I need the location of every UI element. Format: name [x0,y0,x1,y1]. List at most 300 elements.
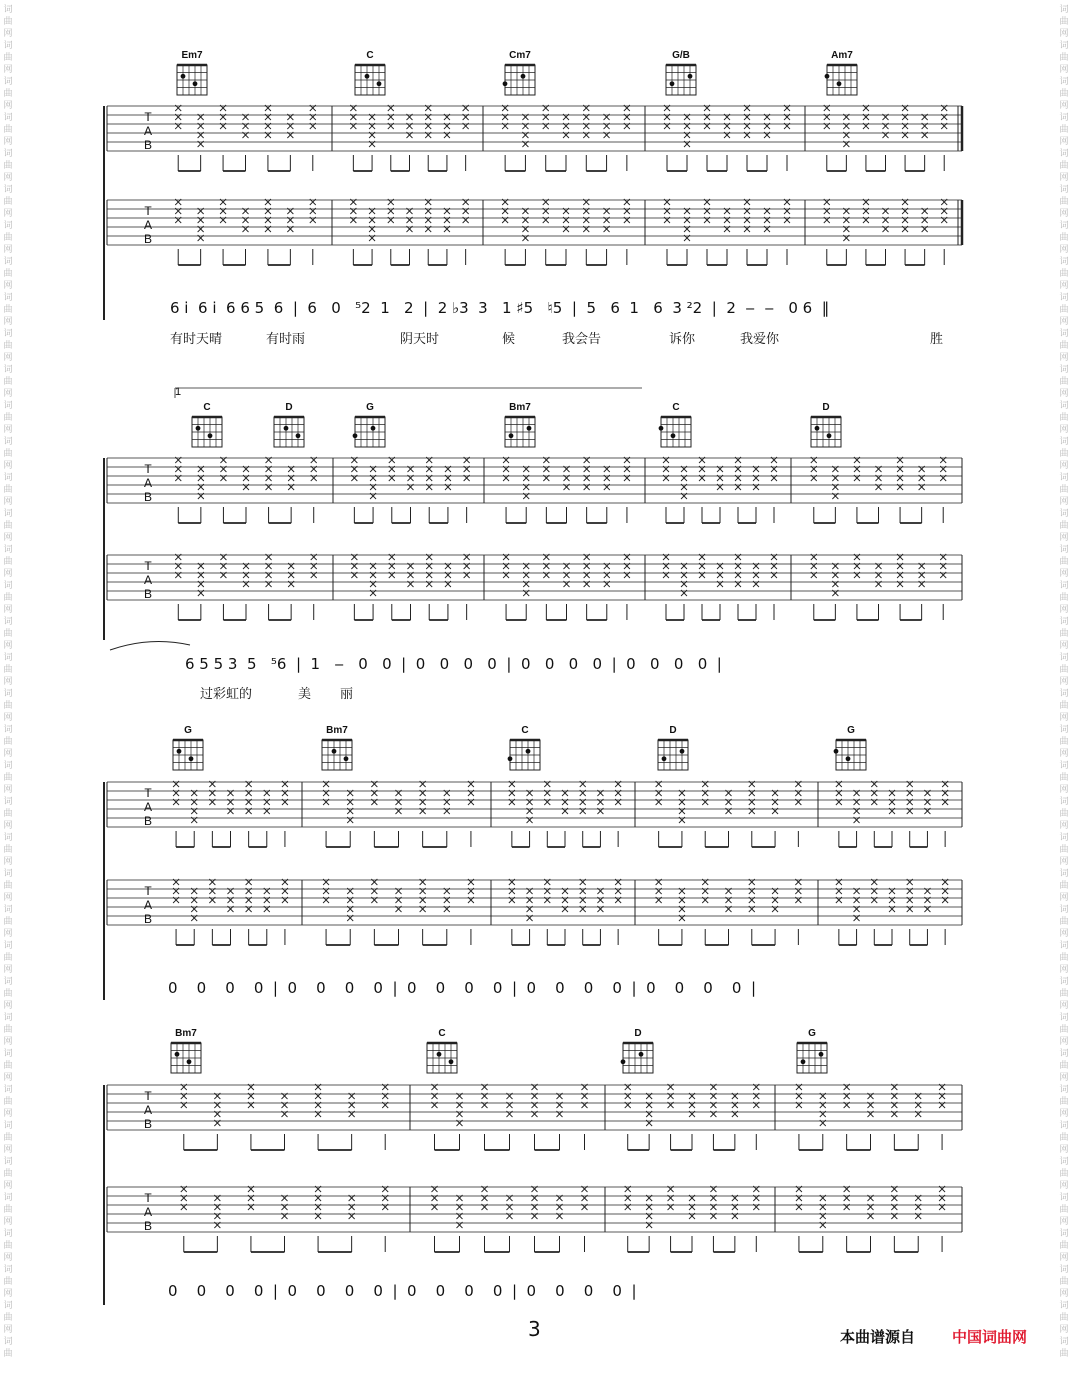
chord-name: D [634,1028,642,1039]
watermark-char: 网 [3,208,13,218]
watermark-char: 曲 [1059,1024,1069,1034]
tab-clef-letter: B [143,587,153,601]
watermark-char: 曲 [1059,124,1069,134]
watermark-char: 词 [1059,472,1069,482]
lyric-1-8: 胜 [930,332,944,347]
chord-finger-dot [671,433,676,438]
watermark-char: 词 [3,364,13,374]
notation-line-3: 0 0 0 0 | 0 0 0 0 | 0 0 0 0 | 0 0 0 0 | 0 0 0 0 | [168,979,757,997]
watermark-char: 曲 [3,592,13,602]
watermark-char: 曲 [1059,808,1069,818]
watermark-char: 网 [3,388,13,398]
chord-finger-dot [688,74,693,79]
tab-clef-letter: B [143,912,153,926]
tab-clef-letter: T [144,1191,152,1205]
watermark-char: 词 [1059,652,1069,662]
watermark-char: 网 [1059,964,1069,974]
watermark-char: 网 [3,460,13,470]
chord-name: C [438,1028,446,1039]
watermark-char: 词 [3,1156,13,1166]
watermark-char: 曲 [3,1204,13,1214]
watermark-char: 词 [1059,436,1069,446]
watermark-char: 曲 [3,916,13,926]
watermark-char: 网 [3,64,13,74]
chord-finger-dot [527,426,532,431]
watermark-char: 网 [1059,640,1069,650]
watermark-char: 曲 [3,880,13,890]
chord-finger-dot [365,74,370,79]
watermark-char: 词 [1059,328,1069,338]
watermark-char: 曲 [3,340,13,350]
chord-name: G/B [672,50,690,61]
watermark-char: 曲 [3,160,13,170]
chord-finger-dot [377,81,382,86]
chord-finger-dot [825,74,830,79]
watermark-char: 曲 [1059,988,1069,998]
tab-clef-letter: B [143,1219,153,1233]
chord-name: G [366,402,374,413]
chord-finger-dot [332,749,337,754]
watermark-char: 曲 [3,772,13,782]
watermark-char: 词 [3,148,13,158]
watermark-char: 网 [3,280,13,290]
watermark-char: 曲 [3,304,13,314]
lyric-2-2: 美 [298,687,312,702]
watermark-char: 词 [1059,1336,1069,1346]
watermark-char: 网 [3,136,13,146]
lyric-1-3: 阴天时 [400,332,440,347]
tab-clef-letter: A [143,898,153,912]
watermark-char: 曲 [1059,304,1069,314]
chord-finger-dot [284,426,289,431]
watermark-char: 曲 [1059,376,1069,386]
chord-finger-dot [437,1052,442,1057]
watermark-char: 词 [3,1048,13,1058]
watermark-char: 词 [3,436,13,446]
watermark-char: 网 [3,1144,13,1154]
chord-finger-dot [449,1059,454,1064]
watermark-char: 曲 [1059,1204,1069,1214]
watermark-char: 词 [3,760,13,770]
watermark-char: 网 [1059,352,1069,362]
tab-clef-letter: T [144,204,152,218]
tab-clef-letter: A [143,476,153,490]
watermark-char: 曲 [3,1348,13,1358]
watermark-char: 网 [3,1036,13,1046]
watermark-char: 曲 [1059,844,1069,854]
chord-name: C [672,402,680,413]
watermark-char: 曲 [3,700,13,710]
tab-clef-letter: A [143,218,153,232]
watermark-char: 网 [1059,136,1069,146]
lyric-1-5: 我会告 [562,332,602,347]
watermark-char: 词 [3,1228,13,1238]
chord-name: Am7 [831,50,853,61]
watermark-char: 词 [1059,220,1069,230]
chord-finger-dot [193,81,198,86]
watermark-char: 曲 [3,1132,13,1142]
watermark-char: 词 [3,1192,13,1202]
watermark-char: 词 [1059,1228,1069,1238]
watermark-char: 网 [3,1180,13,1190]
watermark-char: 曲 [3,628,13,638]
chord-finger-dot [521,74,526,79]
watermark-char: 网 [3,1288,13,1298]
watermark-char: 词 [1059,868,1069,878]
watermark-char: 曲 [3,1024,13,1034]
watermark-char: 网 [1059,244,1069,254]
watermark-char: 网 [3,172,13,182]
tab-clef-letter: B [143,490,153,504]
watermark-char: 词 [1059,1156,1069,1166]
watermark-char: 网 [1059,1144,1069,1154]
watermark-char: 词 [3,1084,13,1094]
watermark-char: 曲 [3,376,13,386]
watermark-char: 曲 [1059,1060,1069,1070]
chord-finger-dot [827,433,832,438]
watermark-char: 网 [1059,928,1069,938]
watermark-char: 网 [3,640,13,650]
watermark-char: 曲 [3,1060,13,1070]
watermark-char: 网 [3,424,13,434]
chord-name: C [203,402,211,413]
watermark-char: 曲 [3,412,13,422]
watermark-char: 网 [3,856,13,866]
watermark-char: 网 [3,100,13,110]
watermark-char: 曲 [3,196,13,206]
watermark-char: 词 [3,940,13,950]
watermark-char: 曲 [1059,952,1069,962]
watermark-char: 词 [3,112,13,122]
watermark-char: 词 [3,904,13,914]
watermark-char: 网 [1059,892,1069,902]
watermark-char: 词 [1059,148,1069,158]
lyric-1-1: 有时天晴 [170,332,223,347]
watermark-char: 词 [1059,1012,1069,1022]
watermark-char: 网 [1059,460,1069,470]
watermark-char: 词 [3,4,13,14]
volta-label: 1 [175,386,182,398]
watermark-char: 词 [3,976,13,986]
watermark-char: 曲 [1059,160,1069,170]
watermark-char: 词 [1059,292,1069,302]
watermark-char: 曲 [1059,1240,1069,1250]
watermark-char: 曲 [1059,412,1069,422]
watermark-char: 网 [1059,1288,1069,1298]
watermark-char: 曲 [3,52,13,62]
chord-finger-dot [196,426,201,431]
watermark-char: 词 [1059,724,1069,734]
tab-clef-letter: A [143,1205,153,1219]
watermark-char: 网 [3,568,13,578]
watermark-char: 网 [1059,568,1069,578]
source-label: 本曲谱源自 [840,1328,916,1346]
watermark-char: 词 [1059,4,1069,14]
watermark-char: 词 [3,1264,13,1274]
tab-clef-letter: T [144,110,152,124]
watermark-char: 网 [1059,1108,1069,1118]
watermark-char: 词 [1059,400,1069,410]
watermark-char: 曲 [3,664,13,674]
watermark-char: 网 [1059,784,1069,794]
chord-finger-dot [344,756,349,761]
watermark-char: 曲 [1059,916,1069,926]
watermark-char: 词 [1059,1192,1069,1202]
chord-name: C [521,725,529,736]
watermark-char: 词 [3,544,13,554]
lyric-1-4: 候 [502,332,516,347]
chord-finger-dot [503,81,508,86]
watermark-char: 网 [1059,748,1069,758]
watermark-char: 曲 [1059,628,1069,638]
tab-clef-letter: T [144,1089,152,1103]
watermark-char: 网 [1059,1216,1069,1226]
watermark-char: 网 [3,1252,13,1262]
watermark-char: 曲 [1059,556,1069,566]
chord-name: Bm7 [175,1028,197,1039]
watermark-char: 网 [3,784,13,794]
chord-name: Em7 [181,50,203,61]
watermark-char: 网 [1059,532,1069,542]
watermark-char: 词 [1059,904,1069,914]
watermark-char: 词 [1059,544,1069,554]
source-site-link[interactable]: 中国词曲网 [952,1328,1028,1346]
chord-finger-dot [815,426,820,431]
watermark-char: 词 [3,220,13,230]
watermark-char: 词 [1059,832,1069,842]
watermark-char: 网 [1059,100,1069,110]
watermark-char: 曲 [1059,268,1069,278]
watermark-char: 曲 [3,844,13,854]
chord-name: D [285,402,293,413]
watermark-char: 曲 [3,736,13,746]
watermark-char: 网 [3,1216,13,1226]
watermark-char: 词 [1059,976,1069,986]
watermark-char: 曲 [1059,1096,1069,1106]
chord-finger-dot [819,1052,824,1057]
page-number: 3 [528,1317,541,1341]
watermark-char: 词 [3,472,13,482]
watermark-char: 词 [1059,508,1069,518]
watermark-char: 曲 [1059,772,1069,782]
phrase-slur [110,641,190,650]
watermark-char: 曲 [1059,736,1069,746]
watermark-char: 词 [1059,1084,1069,1094]
watermark-char: 曲 [3,268,13,278]
watermark-char: 网 [3,244,13,254]
chord-name: Cm7 [509,50,531,61]
tab-clef-letter: B [143,814,153,828]
watermark-char: 网 [1059,604,1069,614]
watermark-char: 曲 [1059,880,1069,890]
watermark-char: 网 [1059,1180,1069,1190]
chord-finger-dot [508,756,513,761]
watermark-char: 词 [1059,76,1069,86]
watermark-char: 曲 [1059,484,1069,494]
watermark-char: 网 [1059,424,1069,434]
watermark-char: 曲 [3,988,13,998]
watermark-char: 词 [3,868,13,878]
watermark-char: 词 [3,1120,13,1130]
chord-finger-dot [834,749,839,754]
watermark-char: 网 [1059,64,1069,74]
watermark-char: 网 [1059,856,1069,866]
lyric-2-3: 丽 [340,687,354,702]
chord-name: C [366,50,374,61]
watermark-char: 词 [1059,796,1069,806]
watermark-char: 网 [1059,208,1069,218]
watermark-char: 曲 [3,1312,13,1322]
watermark-char: 网 [3,28,13,38]
watermark-char: 曲 [3,88,13,98]
watermark-char: 词 [3,688,13,698]
watermark-char: 词 [3,76,13,86]
watermark-char: 曲 [3,1276,13,1286]
chord-finger-dot [846,756,851,761]
tab-clef-letter: T [144,786,152,800]
chord-finger-dot [208,433,213,438]
watermark-char: 网 [3,1108,13,1118]
watermark-char: 曲 [1059,16,1069,26]
watermark-char: 网 [3,676,13,686]
watermark-char: 曲 [1059,1132,1069,1142]
chord-finger-dot [371,426,376,431]
chord-finger-dot [175,1052,180,1057]
watermark-char: 网 [1059,172,1069,182]
chord-name: G [184,725,192,736]
notation-line-4: 0 0 0 0 | 0 0 0 0 | 0 0 0 0 | 0 0 0 0 | [168,1282,637,1300]
watermark-char: 网 [1059,28,1069,38]
watermark-char: 曲 [3,1096,13,1106]
watermark-char: 词 [3,832,13,842]
watermark-char: 网 [1059,712,1069,722]
watermark-char: 曲 [1059,196,1069,206]
chord-finger-dot [296,433,301,438]
watermark-char: 词 [3,580,13,590]
watermark-char: 曲 [3,808,13,818]
notation-line-1: 6 i 6 i 6 6 5 6 | 6 0 ⁵2 1 2 | 2 ♭3 3 1 ♯5 ♮5 | 5 6 1 6 3 ²2 | 2 ‒ ‒ 0 6 ‖ [170,299,830,317]
watermark-char: 词 [3,1012,13,1022]
chord-name: D [669,725,677,736]
lyric-1-7: 我爱你 [740,332,780,347]
chord-finger-dot [177,749,182,754]
tab-clef-letter: B [143,232,153,246]
tab-clef-letter: A [143,1103,153,1117]
watermark-char: 曲 [1059,88,1069,98]
watermark-char: 词 [3,796,13,806]
watermark-char: 曲 [3,448,13,458]
watermark-char: 网 [3,352,13,362]
chord-finger-dot [670,81,675,86]
chord-name: D [822,402,830,413]
watermark-char: 词 [1059,1048,1069,1058]
chord-finger-dot [662,756,667,761]
lyric-2-1: 过彩虹的 [200,687,253,702]
watermark-char: 曲 [3,556,13,566]
watermark-char: 网 [1059,820,1069,830]
tab-clef-letter: B [143,1117,153,1131]
watermark-char: 曲 [1059,520,1069,530]
chord-finger-dot [189,756,194,761]
watermark-char: 词 [1059,688,1069,698]
watermark-char: 词 [3,400,13,410]
watermark-char: 网 [3,820,13,830]
watermark-char: 词 [1059,184,1069,194]
watermark-char: 词 [1059,940,1069,950]
watermark-char: 词 [3,40,13,50]
watermark-char: 网 [3,748,13,758]
watermark-char: 词 [1059,1300,1069,1310]
watermark-char: 网 [3,964,13,974]
watermark-char: 曲 [1059,1312,1069,1322]
watermark-char: 词 [3,508,13,518]
chord-name: G [808,1028,816,1039]
watermark-char: 词 [1059,616,1069,626]
watermark-char: 曲 [1059,340,1069,350]
watermark-char: 曲 [1059,448,1069,458]
watermark-char: 曲 [3,484,13,494]
watermark-char: 网 [3,1324,13,1334]
tab-clef-letter: T [144,884,152,898]
chord-finger-dot [639,1052,644,1057]
watermark-char: 词 [3,616,13,626]
tab-clef-letter: T [144,462,152,476]
watermark-char: 网 [3,604,13,614]
watermark-char: 网 [3,532,13,542]
watermark-char: 词 [3,328,13,338]
watermark-char: 网 [1059,388,1069,398]
watermark-char: 网 [1059,1324,1069,1334]
watermark-char: 网 [1059,676,1069,686]
watermark-char: 网 [1059,316,1069,326]
chord-finger-dot [181,74,186,79]
tab-clef-letter: A [143,800,153,814]
watermark-char: 网 [3,928,13,938]
watermark-char: 网 [3,1000,13,1010]
watermark-char: 词 [3,1336,13,1346]
watermark-char: 词 [1059,364,1069,374]
watermark-char: 曲 [3,1168,13,1178]
chord-finger-dot [187,1059,192,1064]
chord-name: Bm7 [509,402,531,413]
watermark-char: 网 [1059,1072,1069,1082]
chord-finger-dot [353,433,358,438]
tab-clef-letter: B [143,138,153,152]
chord-finger-dot [509,433,514,438]
watermark-char: 网 [3,316,13,326]
chord-finger-dot [837,81,842,86]
watermark-char: 词 [1059,40,1069,50]
watermark-char: 网 [1059,1000,1069,1010]
watermark-char: 网 [1059,496,1069,506]
chord-finger-dot [621,1059,626,1064]
tab-clef-letter: A [143,124,153,138]
watermark-char: 词 [1059,256,1069,266]
watermark-char: 词 [3,292,13,302]
watermark-char: 词 [1059,112,1069,122]
watermark-char: 曲 [1059,1276,1069,1286]
lyric-1-2: 有时雨 [266,332,306,347]
chord-finger-dot [801,1059,806,1064]
watermark-char: 网 [3,892,13,902]
watermark-char: 曲 [1059,1348,1069,1358]
chord-finger-dot [526,749,531,754]
chord-name: G [847,725,855,736]
watermark-char: 曲 [1059,52,1069,62]
watermark-char: 曲 [3,952,13,962]
watermark-char: 词 [3,652,13,662]
watermark-char: 曲 [3,124,13,134]
